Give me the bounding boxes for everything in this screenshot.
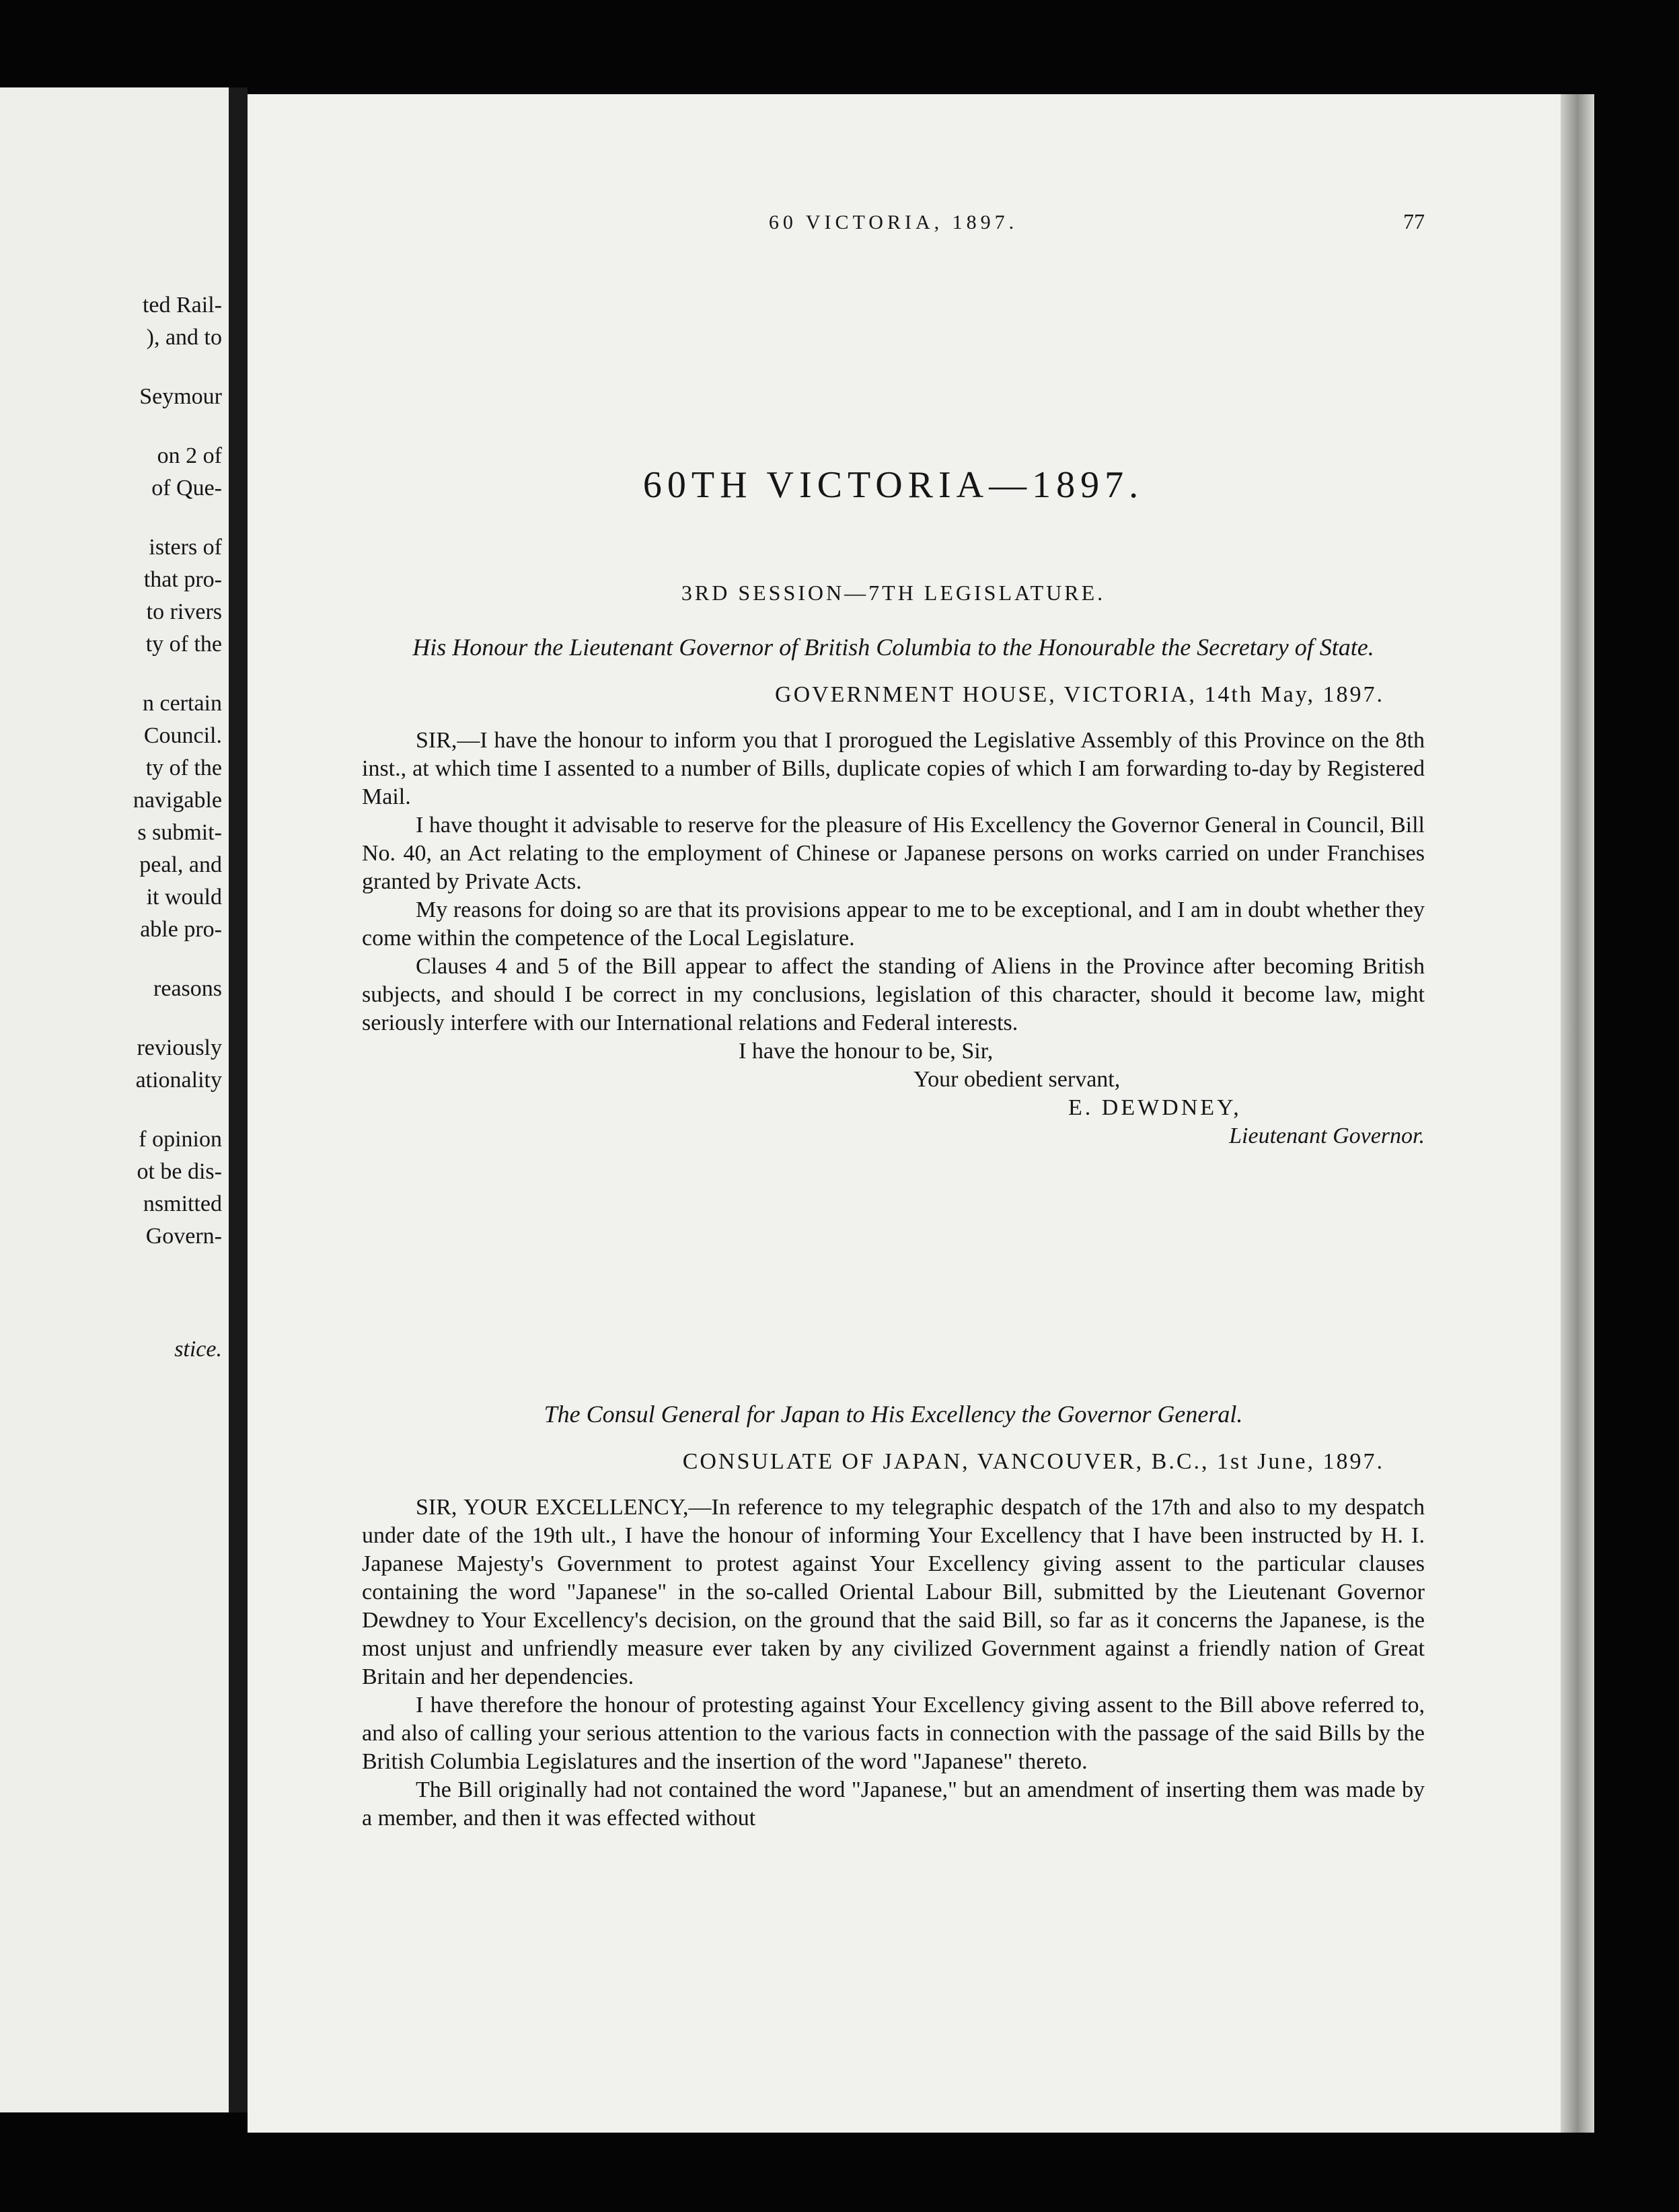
left-line: peal, and bbox=[139, 852, 222, 877]
letter-2-heading: The Consul General for Japan to His Excellency the Governor General. bbox=[544, 1401, 1243, 1428]
left-line: s submit- bbox=[137, 820, 222, 845]
left-line: ), and to bbox=[146, 325, 222, 350]
signature: E. DEWDNEY, bbox=[1068, 1095, 1242, 1120]
closing-line: Your obedient servant, bbox=[913, 1067, 1121, 1092]
left-line: that pro- bbox=[143, 567, 222, 592]
letter-1-paragraph: SIR,—I have the honour to inform you that I prorogued the Legislative Assembly of this Province on the 8th inst., at which time I assented to a number of Bills, duplicate copies of which I am forwarding to-day by Registered Mail. bbox=[362, 728, 1425, 809]
letter-1-date-line: GOVERNMENT HOUSE, VICTORIA, 14th May, 1897. bbox=[775, 682, 1384, 707]
left-line: f opinion bbox=[139, 1127, 222, 1152]
page-number: 77 bbox=[1403, 209, 1425, 233]
left-line: nsmitted bbox=[143, 1191, 222, 1216]
left-line: Council. bbox=[143, 723, 222, 748]
left-page-text bbox=[7, 289, 222, 1366]
left-line: ationality bbox=[135, 1068, 222, 1093]
letter-1-paragraph: My reasons for doing so are that its provisions appear to me to be exceptional, and I am in doubt whether they come within the competence of the Local Legislature. bbox=[362, 897, 1425, 951]
left-line: ot be dis- bbox=[137, 1159, 222, 1184]
page-edge bbox=[1561, 94, 1594, 2133]
left-line: able pro- bbox=[140, 917, 222, 942]
letter-2-paragraph: The Bill originally had not contained the word "Japanese," but an amendment of inserting them was made by a member, and then it was effected without bbox=[362, 1777, 1425, 1831]
letter-2 bbox=[362, 1399, 1425, 1833]
left-line: ted Rail- bbox=[142, 293, 222, 318]
left-page-fragment bbox=[0, 87, 229, 2112]
left-line: ty of the bbox=[145, 632, 222, 657]
letter-2-paragraph: I have therefore the honour of protesting against Your Excellency giving assent to the Bill above referred to, and also of calling your serious attention to the various facts in connection with the passage of the said Bills by the British Columbia Legislatures and the insertion of the word "Japanese" thereto. bbox=[362, 1693, 1425, 1774]
left-line: reasons bbox=[153, 976, 222, 1001]
letter-1 bbox=[362, 632, 1425, 1150]
left-line: on 2 of bbox=[157, 443, 222, 468]
letter-1-paragraph: Clauses 4 and 5 of the Bill appear to affect the standing of Aliens in the Province after becoming British subjects, and should I be correct in my conclusions, legislation of this character, should it become law, might seriously interfere with our International relations and Federal interests. bbox=[362, 954, 1425, 1035]
letter-1-paragraph: I have thought it advisable to reserve for the pleasure of His Excellency the Governor General in Council, Bill No. 40, an Act relating to the employment of Chinese or Japanese persons on works carried on under Franchises granted by Private Acts. bbox=[362, 813, 1425, 894]
left-line: reviously bbox=[137, 1035, 222, 1060]
running-head: 60 VICTORIA, 1897. bbox=[768, 211, 1018, 233]
letter-1-heading: His Honour the Lieutenant Governor of British Columbia to the Honourable the Secretary of State. bbox=[412, 634, 1374, 661]
left-line: it would bbox=[146, 885, 222, 910]
left-line: of Que- bbox=[151, 476, 222, 501]
closing-line: I have the honour to be, Sir, bbox=[739, 1039, 994, 1064]
letter-2-paragraph: SIR, YOUR EXCELLENCY,—In reference to my telegraphic despatch of the 17th and also to my despatch under date of the 19th ult., I have the honour of informing Your Excellency that I have been instructed by H. I. Japanese Majesty's Government to protest against Your Excellency giving assent to the particular clauses containing the word "Japanese" in the so-called Oriental Labour Bill, submitted by the Lieutenant Governor Dewdney to Your Excellency's decision, on the ground that the said Bill, so far as it concerns the Japanese, is the most unjust and unfriendly measure ever taken by any civilized Government against a friendly nation of Great Britain and her dependencies. bbox=[362, 1495, 1425, 1689]
left-line: isters of bbox=[149, 535, 222, 560]
letter-2-date-line: CONSULATE OF JAPAN, VANCOUVER, B.C., 1st June, 1897. bbox=[682, 1449, 1384, 1474]
session-heading: 3RD SESSION—7TH LEGISLATURE. bbox=[681, 581, 1106, 605]
right-page bbox=[248, 94, 1566, 2133]
signature-title: Lieutenant Governor. bbox=[1229, 1123, 1425, 1148]
left-line: stice. bbox=[174, 1337, 222, 1362]
left-line: to rivers bbox=[146, 599, 222, 624]
left-line: ty of the bbox=[145, 755, 222, 780]
left-line: Govern- bbox=[145, 1224, 222, 1249]
left-line: n certain bbox=[143, 691, 222, 716]
left-line: Seymour bbox=[139, 384, 222, 409]
book-spine bbox=[229, 87, 248, 2112]
left-line: navigable bbox=[133, 788, 222, 813]
page-title: 60TH VICTORIA—1897. bbox=[642, 464, 1144, 506]
